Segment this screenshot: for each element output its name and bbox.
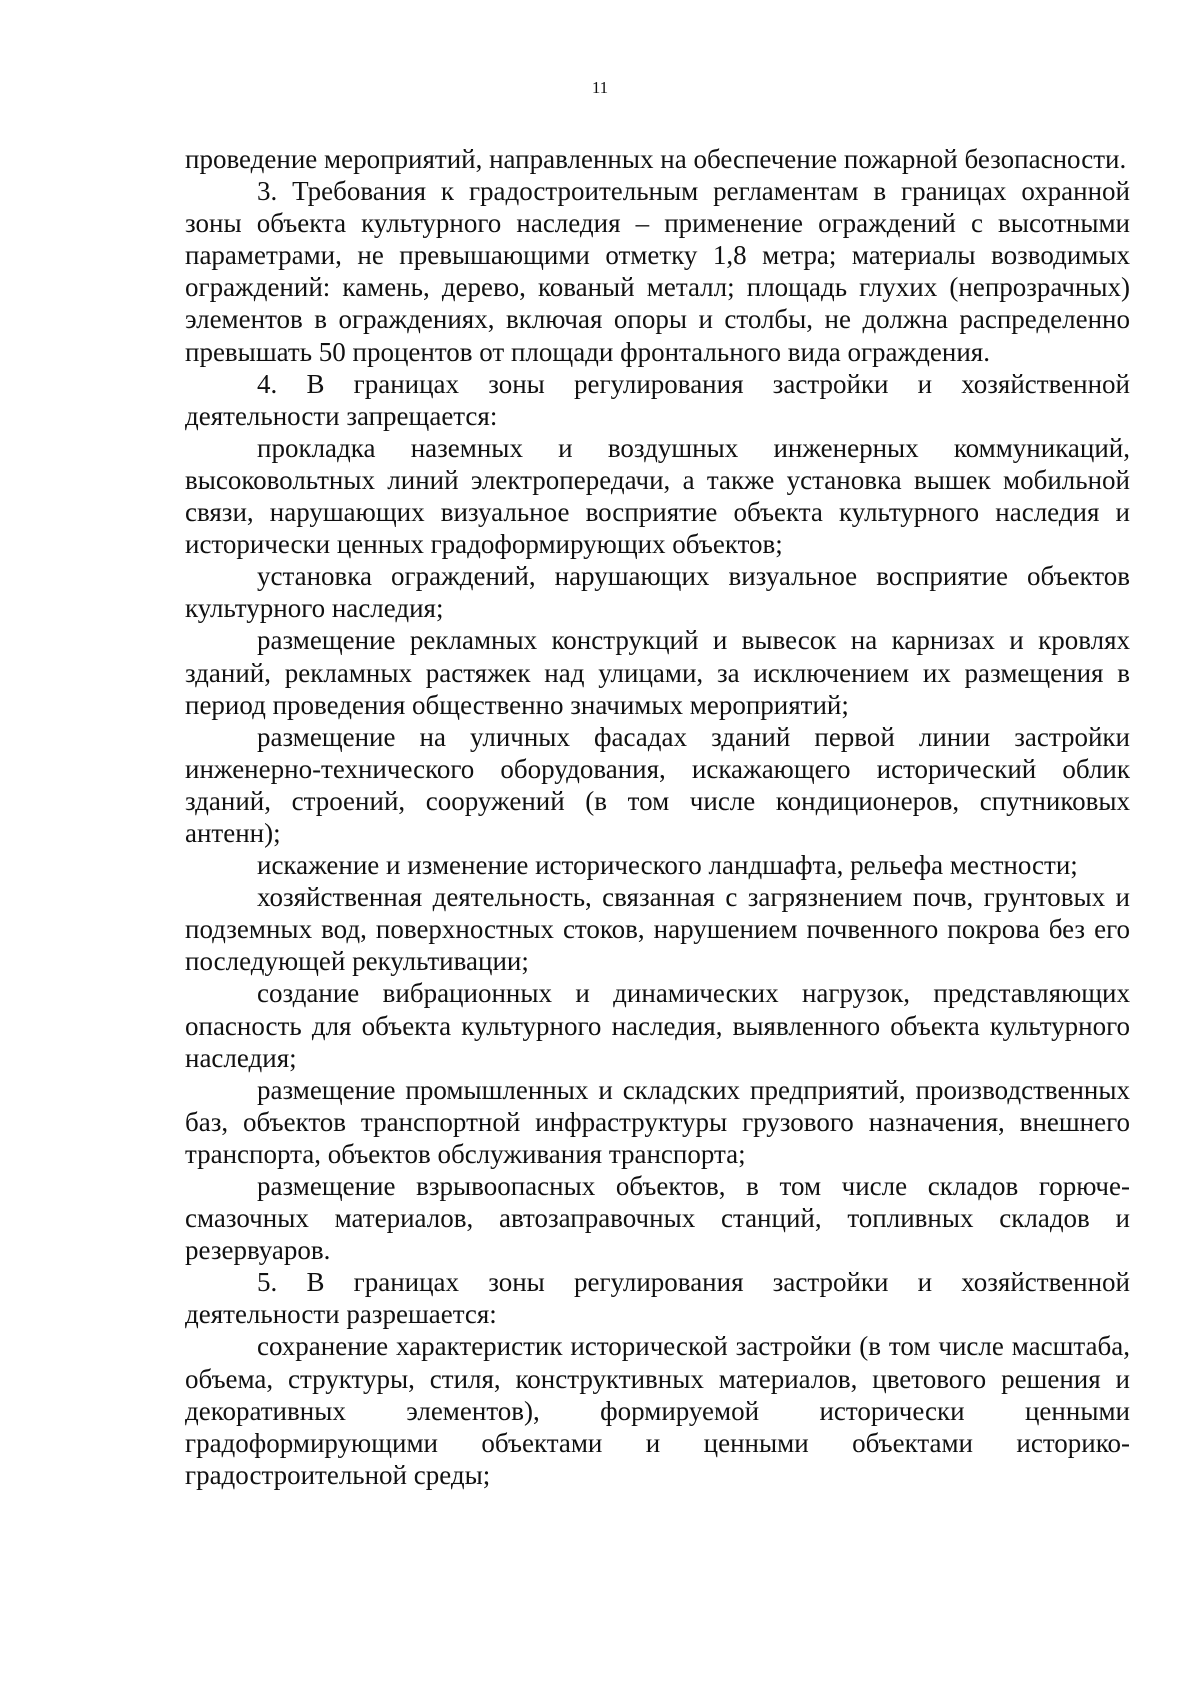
list-item-advertising: размещение рекламных конструкций и вывесок на карнизах и кровлях зданий, рекламных растяжек над улицами, за исключением их размещения в период проведения общественно значимых мероприятий; — [185, 625, 1130, 720]
list-item-industrial: размещение промышленных и складских предприятий, производственных баз, объектов транспортной инфраструктуры грузового назначения, внешнего транспорта, объектов обслуживания транспорта; — [185, 1074, 1130, 1169]
list-item-vibration: создание вибрационных и динамических нагрузок, представляющих опасность для объекта культурного наследия, выявленного объекта культурного наследия; — [185, 978, 1130, 1073]
page-number: 11 — [591, 78, 609, 97]
paragraph-section-5-permitted-heading: 5. В границах зоны регулирования застройки и хозяйственной деятельности разрешается: — [185, 1267, 1130, 1330]
paragraph-section-4-prohibited-heading: 4. В границах зоны регулирования застройки и хозяйственной деятельности запрещается: — [185, 368, 1130, 431]
list-item-facade-equipment: размещение на уличных фасадах зданий первой линии застройки инженерно-технического оборудования, искажающего исторический облик зданий, строений, сооружений (в том числе кондиционеров, спутниковых антенн); — [185, 721, 1130, 848]
document-body — [185, 143, 1130, 1491]
paragraph-fire-safety-continuation: проведение мероприятий, направленных на обеспечение пожарной безопасности. — [185, 144, 1127, 174]
list-item-preservation: сохранение характеристик исторической застройки (в том числе масштаба, объема, структуры, стиля, конструктивных материалов, цветового решения и декоративных элементов), формируемой исторически ценными градоформирующими объектами и ценными объектами историко-градостроительной среды; — [185, 1331, 1130, 1490]
list-item-utilities: прокладка наземных и воздушных инженерных коммуникаций, высоковольтных линий электропередачи, а также установка вышек мобильной связи, нарушающих визуальное восприятие объекта культурного наследия и исторически ценных градоформирующих объектов; — [185, 432, 1130, 560]
paragraph-section-3-protection-zone: 3. Требования к градостроительным регламентам в границах охранной зоны объекта культурного наследия – применение ограждений с высотными параметрами, не превышающими отметку 1,8 метра; материалы возводимых ограждений: камень, дерево, кованый металл; площадь глухих (непрозрачных) элементов в ограждениях, включая опоры и столбы, не должна распределенно превышать 50 процентов от площади фронтального вида ограждения. — [185, 176, 1130, 367]
list-item-explosive: размещение взрывоопасных объектов, в том числе складов горюче-смазочных материалов, автозаправочных станций, топливных складов и резервуаров. — [185, 1171, 1130, 1266]
list-item-pollution: хозяйственная деятельность, связанная с загрязнением почв, грунтовых и подземных вод, поверхностных стоков, нарушением почвенного покрова без его последующей рекультивации; — [185, 882, 1130, 977]
list-item-landscape: искажение и изменение исторического ландшафта, рельефа местности; — [257, 850, 1078, 881]
list-item-fences: установка ограждений, нарушающих визуальное восприятие объектов культурного наследия; — [185, 561, 1130, 624]
